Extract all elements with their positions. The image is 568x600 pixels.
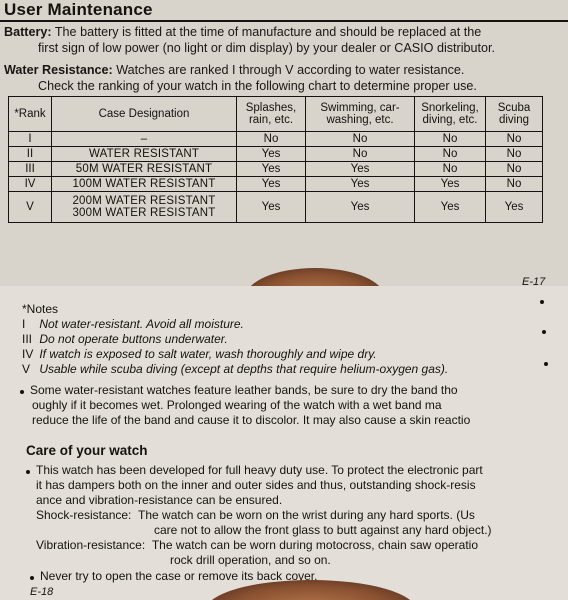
table-row <box>9 132 543 147</box>
leather-line-3: reduce the life of the band and cause it to discolor. It may also cause a skin reactio <box>32 413 471 427</box>
rank-cell: III <box>9 162 52 177</box>
column-header: Swimming, car-washing, etc. <box>306 97 415 132</box>
vibration-line-2: rock drill operation, and so on. <box>170 553 331 567</box>
notes-title: *Notes <box>22 302 59 316</box>
table-cell: Yes <box>306 192 415 223</box>
column-header: Splashes, rain, etc. <box>237 97 306 132</box>
note-number: III <box>22 332 33 346</box>
shock-resistance <box>36 508 492 538</box>
bullet-icon <box>26 470 30 474</box>
vibration-label: Vibration-resistance: <box>36 538 146 552</box>
table-cell: Yes <box>415 177 486 192</box>
note-number: V <box>22 362 31 376</box>
care-line-3: ance and vibration-resistance can be ensured. <box>36 493 283 507</box>
rank-cell: I <box>9 132 52 147</box>
thumb-photo <box>245 268 385 286</box>
note-number: IV <box>22 347 34 361</box>
water-paragraph <box>4 62 477 94</box>
note-text: If watch is exposed to salt water, wash thoroughly and wipe dry. <box>39 347 377 361</box>
never-open-note: Never try to open the case or remove its back cover. <box>40 569 318 583</box>
table-cell: Yes <box>415 192 486 223</box>
table-cell: No <box>415 132 486 147</box>
table-cell: No <box>415 147 486 162</box>
care-line-2: it has dampers both on the inner and outer sides and thus, outstanding shock-resis <box>36 478 476 492</box>
battery-paragraph <box>4 24 495 56</box>
rank-cell: IV <box>9 177 52 192</box>
column-header: Scuba diving <box>486 97 543 132</box>
table-cell: No <box>486 162 543 177</box>
table-cell: No <box>306 147 415 162</box>
designation-line-1: 200M WATER RESISTANT <box>72 195 216 207</box>
table-cell: No <box>306 132 415 147</box>
table-cell: Yes <box>237 162 306 177</box>
column-header: Snorkeling, diving, etc. <box>415 97 486 132</box>
table-row <box>9 162 543 177</box>
leather-line-2: oughly if it becomes wet. Prolonged wearing of the watch with a wet band ma <box>32 398 442 412</box>
table-cell: No <box>486 147 543 162</box>
shock-line-2: care not to allow the front glass to butt against any hard object.) <box>154 523 492 537</box>
water-label: Water Resistance: <box>4 63 113 77</box>
page-number: E-18 <box>30 586 54 598</box>
table-cell: No <box>486 132 543 147</box>
shock-line-1: The watch can be worn on the wrist during any hard sports. (Us <box>138 508 475 522</box>
bullet-icon <box>30 576 34 580</box>
care-title: Care of your watch <box>26 443 148 458</box>
heading-rule <box>0 20 568 22</box>
margin-mark <box>540 300 544 304</box>
battery-label: Battery: <box>4 25 52 39</box>
margin-mark <box>544 362 548 366</box>
table-row <box>9 177 543 192</box>
water-line-1: Watches are ranked I through V according to water resistance. <box>112 63 465 77</box>
designation-cell: 50M WATER RESISTANT <box>52 162 237 177</box>
note-text: Do not operate buttons underwater. <box>39 332 228 346</box>
column-header: Case Designation <box>52 97 237 132</box>
water-line-2: Check the ranking of your watch in the following chart to determine proper use. <box>38 79 477 93</box>
table-cell: Yes <box>237 147 306 162</box>
column-header: *Rank <box>9 97 52 132</box>
note-item <box>22 362 448 376</box>
care-paragraph <box>36 463 483 508</box>
battery-line-1: The battery is fitted at the time of manufacture and should be replaced at the <box>51 25 482 39</box>
vibration-resistance <box>36 538 478 568</box>
leather-paragraph <box>30 383 470 428</box>
note-item <box>22 347 377 361</box>
shock-label: Shock-resistance: <box>36 508 132 522</box>
table-cell: Yes <box>306 162 415 177</box>
manual-page-e18 <box>0 286 568 600</box>
rank-cell: II <box>9 147 52 162</box>
table-cell: Yes <box>306 177 415 192</box>
designation-cell: WATER RESISTANT <box>52 147 237 162</box>
designation-cell: 100M WATER RESISTANT <box>52 177 237 192</box>
table-cell: No <box>237 132 306 147</box>
leather-line-1: Some water-resistant watches feature leather bands, be sure to dry the band tho <box>30 383 458 397</box>
margin-mark <box>542 330 546 334</box>
note-text: Not water-resistant. Avoid all moisture. <box>39 317 244 331</box>
table-cell: Yes <box>237 192 306 223</box>
table-cell: No <box>486 177 543 192</box>
water-resistance-table <box>8 96 543 223</box>
table-header-row <box>9 97 543 132</box>
battery-line-2: first sign of low power (no light or dim display) by your dealer or CASIO distributor. <box>38 41 496 55</box>
designation-cell: – <box>52 132 237 147</box>
page-heading: User Maintenance <box>4 0 153 19</box>
table-row <box>9 147 543 162</box>
rank-cell: V <box>9 192 52 223</box>
table-cell: No <box>415 162 486 177</box>
care-line-1: This watch has been developed for full heavy duty use. To protect the electronic part <box>36 463 483 477</box>
note-number: I <box>22 317 26 331</box>
designation-cell <box>52 192 237 223</box>
note-item <box>22 332 228 346</box>
note-item <box>22 317 244 331</box>
vibration-line-1: The watch can be worn during motocross, chain saw operatio <box>151 538 479 552</box>
page-number: E-17 <box>522 276 546 286</box>
table-cell: Yes <box>486 192 543 223</box>
designation-line-2: 300M WATER RESISTANT <box>72 207 216 219</box>
manual-page-e17 <box>0 0 568 286</box>
table-row <box>9 192 543 223</box>
note-text: Usable while scuba diving (except at depths that require helium-oxygen gas). <box>39 362 449 376</box>
table-cell: Yes <box>237 177 306 192</box>
bullet-icon <box>20 390 24 394</box>
